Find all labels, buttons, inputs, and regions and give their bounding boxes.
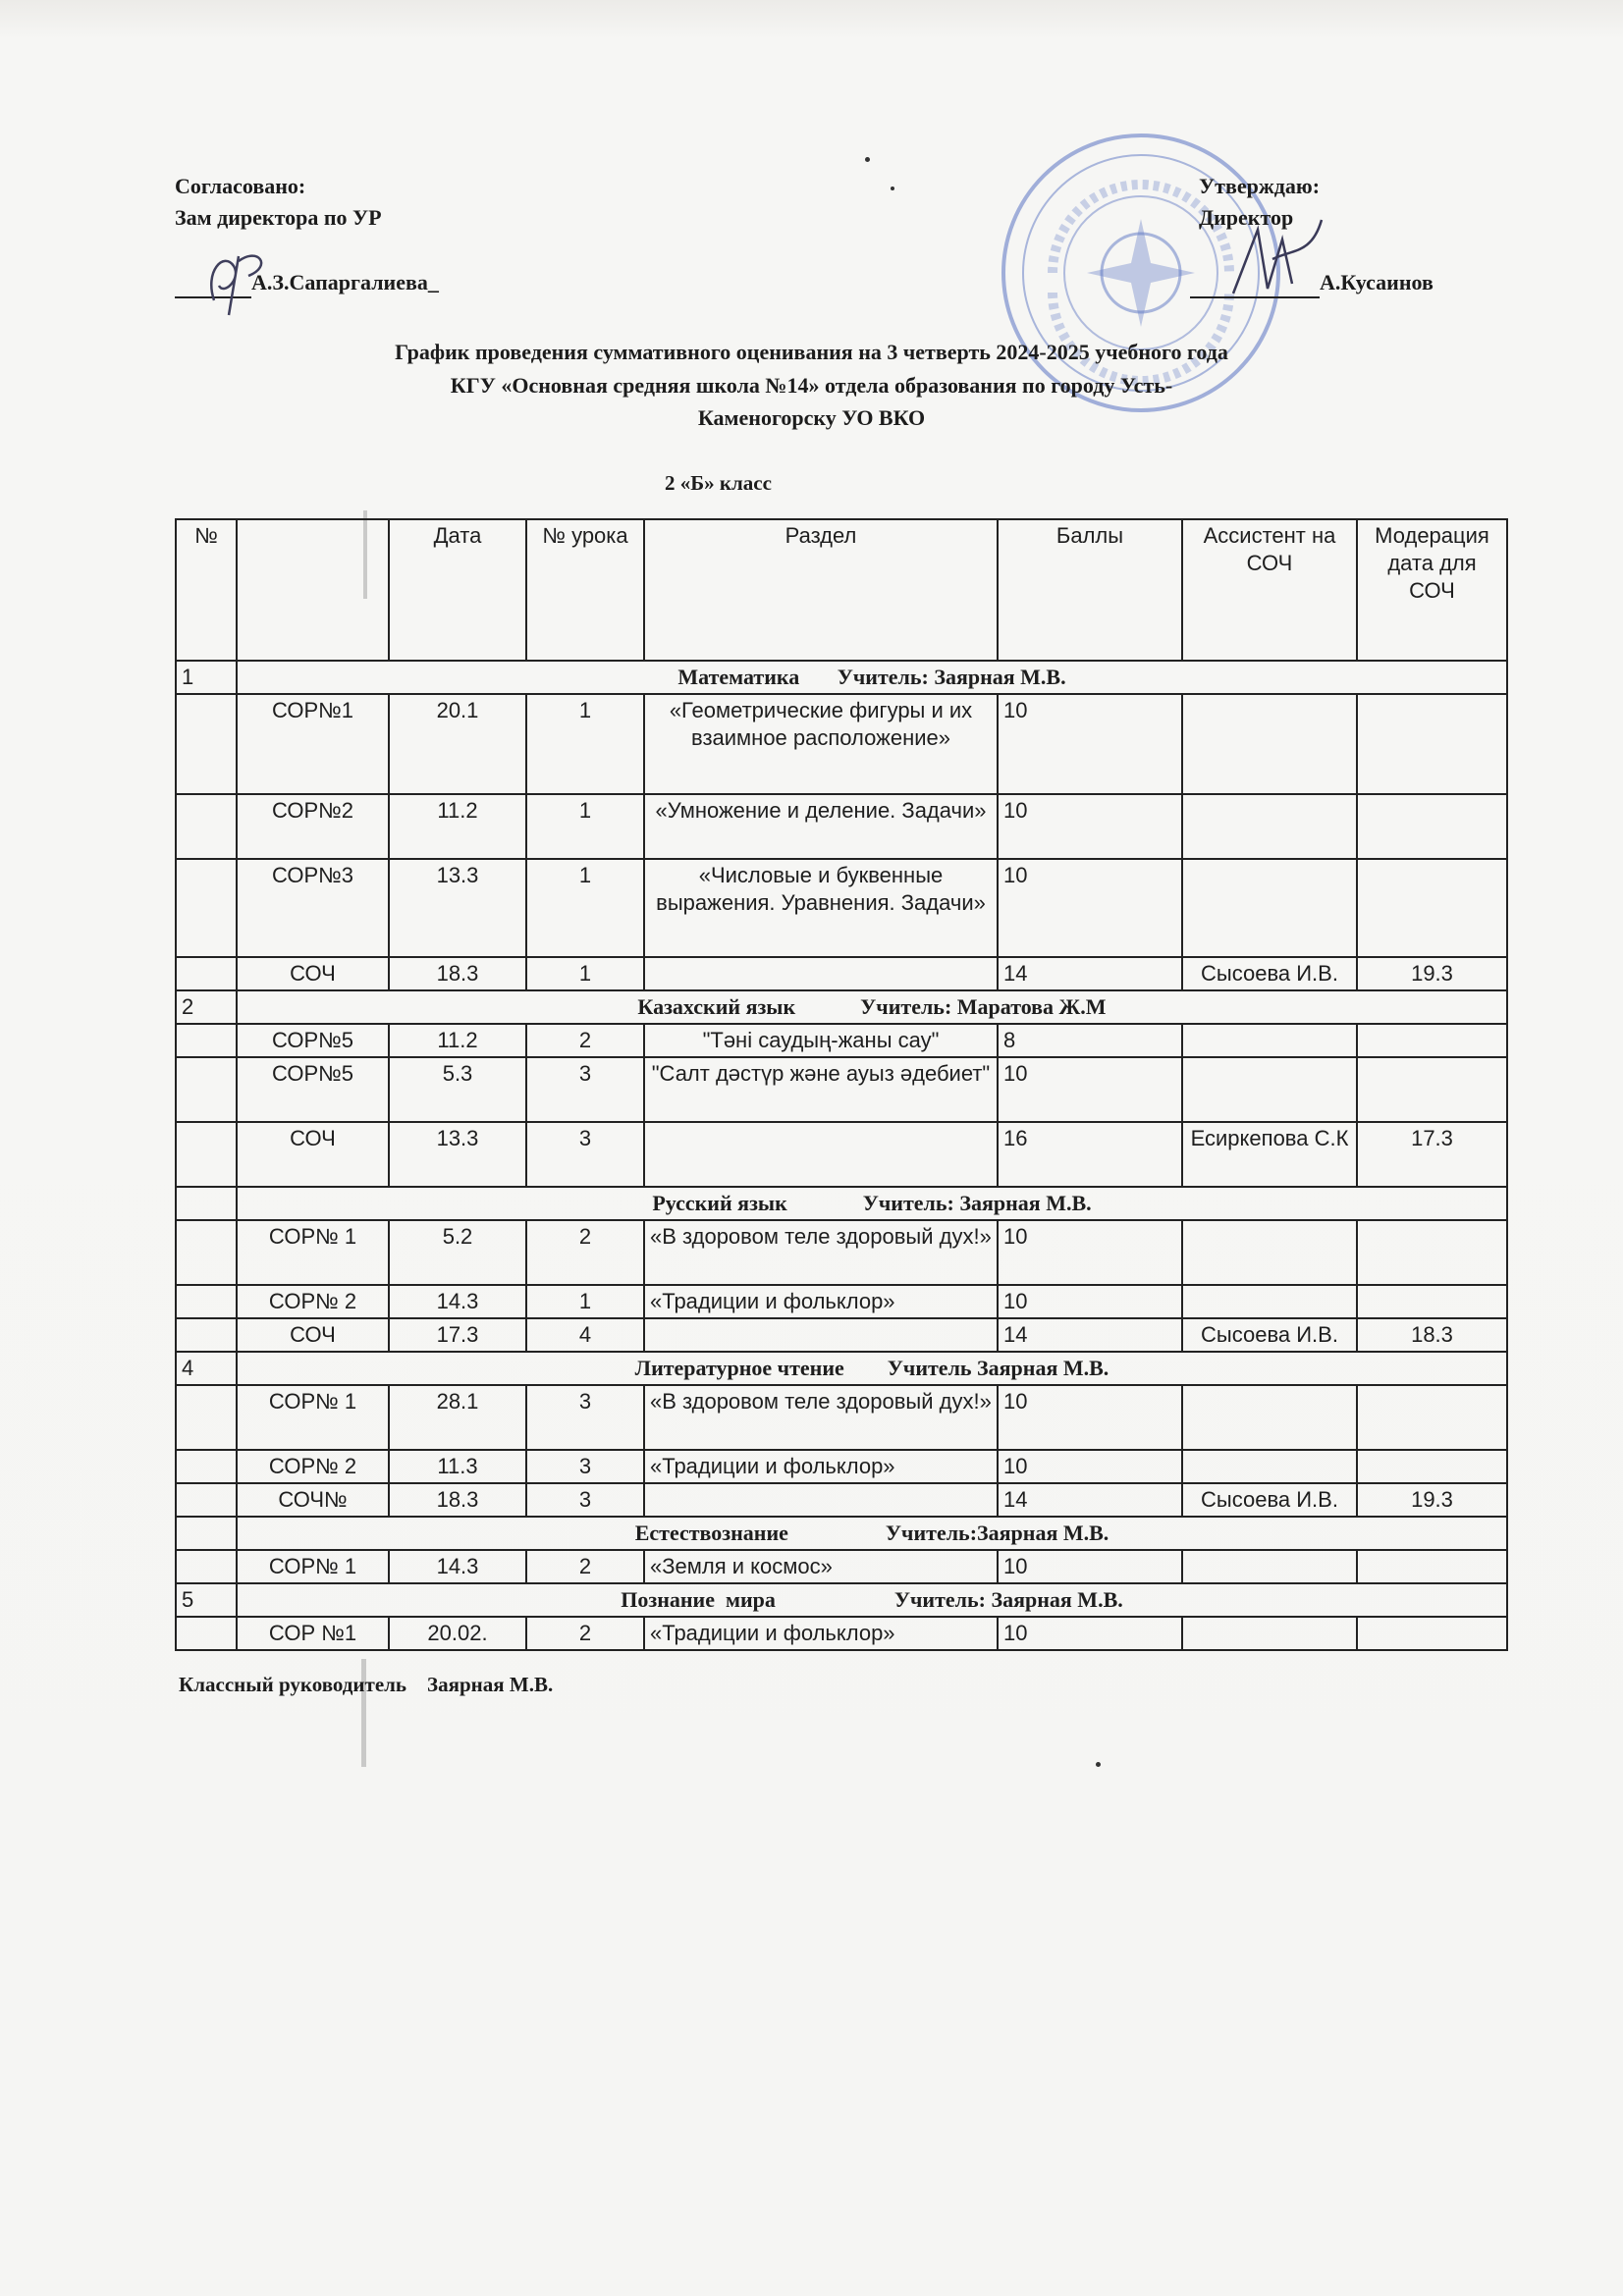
- assessment-row: [176, 1385, 1507, 1450]
- lesson-number: 2: [526, 1220, 644, 1285]
- assistant-name: [1182, 1285, 1357, 1318]
- assistant-name: [1182, 1617, 1357, 1650]
- blank-cell: [176, 1483, 237, 1517]
- assessment-date: 5.3: [389, 1057, 526, 1122]
- assistant-name: [1182, 794, 1357, 859]
- points: 10: [998, 1550, 1182, 1583]
- assessment-row: [176, 794, 1507, 859]
- assessment-row: [176, 1483, 1507, 1517]
- assessment-date: 18.3: [389, 957, 526, 990]
- assessment-type: СОР№ 1: [237, 1385, 389, 1450]
- assessment-type: СОР№5: [237, 1024, 389, 1057]
- header-moderation: Модерация дата для СОЧ: [1357, 519, 1507, 661]
- assistant-name: [1182, 694, 1357, 794]
- subject-number: [176, 1517, 237, 1550]
- section-name: «Традиции и фольклор»: [644, 1285, 998, 1318]
- subject-number: [176, 1187, 237, 1220]
- assessment-date: 18.3: [389, 1483, 526, 1517]
- assessment-date: 11.2: [389, 1024, 526, 1057]
- blank-cell: [176, 1024, 237, 1057]
- deputy-name: А.З.Сапаргалиева_: [251, 270, 439, 294]
- section-name: «Геометрические фигуры и их взаимное расположение»: [644, 694, 998, 794]
- document-title: График проведения суммативного оценивания на 3 четверть 2024-2025 учебного года: [395, 340, 1228, 364]
- lesson-number: 1: [526, 1285, 644, 1318]
- moderation-date: [1357, 1550, 1507, 1583]
- subject-title: Литературное чтение Учитель Заярная М.В.: [237, 1352, 1507, 1385]
- points: 14: [998, 1483, 1182, 1517]
- lesson-number: 3: [526, 1385, 644, 1450]
- points: 10: [998, 1617, 1182, 1650]
- assessment-date: 13.3: [389, 859, 526, 957]
- subject-row: [176, 990, 1507, 1024]
- section-name: «Умножение и деление. Задачи»: [644, 794, 998, 859]
- assessment-date: 20.1: [389, 694, 526, 794]
- assessment-type: СОР№2: [237, 794, 389, 859]
- points: 10: [998, 1057, 1182, 1122]
- lesson-number: 1: [526, 957, 644, 990]
- section-name: «Числовые и буквенные выражения. Уравнения. Задачи»: [644, 859, 998, 957]
- assessment-date: 20.02.: [389, 1617, 526, 1650]
- points: 10: [998, 1220, 1182, 1285]
- subject-number: 1: [176, 661, 237, 694]
- section-name: [644, 1318, 998, 1352]
- points: 14: [998, 957, 1182, 990]
- approve-label: Утверждаю:: [1199, 174, 1321, 198]
- school-name-line2: Каменогорску УО ВКО: [697, 405, 926, 430]
- moderation-date: 19.3: [1357, 957, 1507, 990]
- table-body: [176, 661, 1507, 1650]
- approved-label: Согласовано:: [175, 174, 306, 198]
- moderation-date: [1357, 1024, 1507, 1057]
- class-label: 2 «Б» класс: [665, 471, 772, 495]
- section-name: [644, 1483, 998, 1517]
- header-points: Баллы: [998, 519, 1182, 661]
- moderation-date: 18.3: [1357, 1318, 1507, 1352]
- assessment-type: СОР№ 1: [237, 1220, 389, 1285]
- points: 10: [998, 794, 1182, 859]
- blank-cell: [176, 694, 237, 794]
- blank-cell: [176, 957, 237, 990]
- subject-row: [176, 661, 1507, 694]
- subject-title: Естествознание Учитель:Заярная М.В.: [237, 1517, 1507, 1550]
- blank-cell: [176, 1122, 237, 1187]
- lesson-number: 4: [526, 1318, 644, 1352]
- lesson-number: 3: [526, 1483, 644, 1517]
- blank-cell: [176, 1285, 237, 1318]
- section-name: [644, 957, 998, 990]
- lesson-number: 3: [526, 1450, 644, 1483]
- subject-row: [176, 1517, 1507, 1550]
- school-name-line1: КГУ «Основная средняя школа №14» отдела образования по городу Усть-: [450, 373, 1173, 398]
- scan-speck: [1096, 1762, 1101, 1767]
- assistant-name: Сысоева И.В.: [1182, 1483, 1357, 1517]
- header-section: Раздел: [644, 519, 998, 661]
- lesson-number: 3: [526, 1122, 644, 1187]
- assessment-row: [176, 1450, 1507, 1483]
- assessment-row: [176, 957, 1507, 990]
- moderation-date: [1357, 1385, 1507, 1450]
- blank-cell: [176, 1550, 237, 1583]
- subject-title: Русский язык Учитель: Заярная М.В.: [237, 1187, 1507, 1220]
- section-name: [644, 1122, 998, 1187]
- subject-title: Казахский язык Учитель: Маратова Ж.М: [237, 990, 1507, 1024]
- assessment-type: СОЧ№: [237, 1483, 389, 1517]
- assistant-name: [1182, 1220, 1357, 1285]
- moderation-date: 19.3: [1357, 1483, 1507, 1517]
- lesson-number: 1: [526, 694, 644, 794]
- blank-cell: [176, 1450, 237, 1483]
- assistant-name: [1182, 1450, 1357, 1483]
- lesson-number: 2: [526, 1550, 644, 1583]
- blank-cell: [176, 794, 237, 859]
- assessment-date: 28.1: [389, 1385, 526, 1450]
- assessment-type: СОЧ: [237, 1122, 389, 1187]
- header-type: [237, 519, 389, 661]
- moderation-date: [1357, 794, 1507, 859]
- class-teacher-label: Классный руководитель Заярная М.В.: [179, 1673, 554, 1696]
- blank-cell: [176, 859, 237, 957]
- assessment-type: СОР№ 1: [237, 1550, 389, 1583]
- header-lesson: № урока: [526, 519, 644, 661]
- assessment-date: 14.3: [389, 1550, 526, 1583]
- header-number: №: [176, 519, 237, 661]
- assessment-date: 17.3: [389, 1318, 526, 1352]
- subject-number: 4: [176, 1352, 237, 1385]
- header-date: Дата: [389, 519, 526, 661]
- deputy-position: Зам директора по УР: [175, 205, 382, 230]
- section-name: «Земля и космос»: [644, 1550, 998, 1583]
- lesson-number: 1: [526, 794, 644, 859]
- subject-row: [176, 1187, 1507, 1220]
- blank-cell: [176, 1385, 237, 1450]
- section-name: "Салт дәстүр және ауыз әдебиет": [644, 1057, 998, 1122]
- blank-cell: [176, 1057, 237, 1122]
- lesson-number: 3: [526, 1057, 644, 1122]
- section-name: "Тәні саудың-жаны сау": [644, 1024, 998, 1057]
- section-name: «Традиции и фольклор»: [644, 1617, 998, 1650]
- assessment-type: СОР№1: [237, 694, 389, 794]
- assessment-date: 11.3: [389, 1450, 526, 1483]
- assessment-type: СОР №1: [237, 1617, 389, 1650]
- points: 16: [998, 1122, 1182, 1187]
- points: 14: [998, 1318, 1182, 1352]
- assessment-row: [176, 1318, 1507, 1352]
- blank-cell: [176, 1220, 237, 1285]
- points: 8: [998, 1024, 1182, 1057]
- header-assistant: Ассистент на СОЧ: [1182, 519, 1357, 661]
- lesson-number: 1: [526, 859, 644, 957]
- assessment-type: СОЧ: [237, 957, 389, 990]
- assessment-type: СОР№ 2: [237, 1285, 389, 1318]
- assessment-type: СОЧ: [237, 1318, 389, 1352]
- section-name: «Традиции и фольклор»: [644, 1450, 998, 1483]
- assessment-row: [176, 1122, 1507, 1187]
- director-position: Директор: [1199, 205, 1294, 230]
- assessment-date: 13.3: [389, 1122, 526, 1187]
- scan-speck: [865, 157, 870, 162]
- assessment-date: 14.3: [389, 1285, 526, 1318]
- assessment-row: [176, 1617, 1507, 1650]
- assessment-row: [176, 1285, 1507, 1318]
- points: 10: [998, 1285, 1182, 1318]
- table-header-row: [176, 519, 1507, 661]
- subject-row: [176, 1583, 1507, 1617]
- section-name: «В здоровом теле здоровый дух!»: [644, 1385, 998, 1450]
- scan-speck: [891, 187, 894, 190]
- moderation-date: [1357, 859, 1507, 957]
- points: 10: [998, 694, 1182, 794]
- moderation-date: [1357, 1617, 1507, 1650]
- assessment-row: [176, 1220, 1507, 1285]
- moderation-date: [1357, 1450, 1507, 1483]
- assistant-name: [1182, 1385, 1357, 1450]
- assistant-name: Есиркепова С.К: [1182, 1122, 1357, 1187]
- assistant-name: [1182, 1550, 1357, 1583]
- moderation-date: [1357, 1285, 1507, 1318]
- subject-number: 5: [176, 1583, 237, 1617]
- lesson-number: 2: [526, 1024, 644, 1057]
- subject-number: 2: [176, 990, 237, 1024]
- points: 10: [998, 1450, 1182, 1483]
- assessment-row: [176, 1057, 1507, 1122]
- moderation-date: [1357, 1057, 1507, 1122]
- signature-left: [194, 241, 283, 320]
- points: 10: [998, 859, 1182, 957]
- assistant-name: [1182, 1024, 1357, 1057]
- assessment-type: СОР№5: [237, 1057, 389, 1122]
- blank-cell: [176, 1318, 237, 1352]
- assessment-row: [176, 1550, 1507, 1583]
- assistant-name: Сысоева И.В.: [1182, 1318, 1357, 1352]
- assessment-date: 11.2: [389, 794, 526, 859]
- assistant-name: [1182, 1057, 1357, 1122]
- director-name: А.Кусаинов: [1320, 270, 1434, 294]
- assessment-date: 5.2: [389, 1220, 526, 1285]
- lesson-number: 2: [526, 1617, 644, 1650]
- assistant-name: Сысоева И.В.: [1182, 957, 1357, 990]
- assessment-row: [176, 1024, 1507, 1057]
- moderation-date: [1357, 694, 1507, 794]
- moderation-date: 17.3: [1357, 1122, 1507, 1187]
- moderation-date: [1357, 1220, 1507, 1285]
- assistant-name: [1182, 859, 1357, 957]
- points: 10: [998, 1385, 1182, 1450]
- subject-title: Познание мира Учитель: Заярная М.В.: [237, 1583, 1507, 1617]
- signature-right: [1214, 210, 1331, 308]
- assessment-row: [176, 859, 1507, 957]
- subject-title: Математика Учитель: Заярная М.В.: [237, 661, 1507, 694]
- assessment-type: СОР№3: [237, 859, 389, 957]
- assessment-row: [176, 694, 1507, 794]
- assessment-type: СОР№ 2: [237, 1450, 389, 1483]
- assessment-schedule-table: [175, 518, 1508, 1651]
- subject-row: [176, 1352, 1507, 1385]
- blank-cell: [176, 1617, 237, 1650]
- section-name: «В здоровом теле здоровый дух!»: [644, 1220, 998, 1285]
